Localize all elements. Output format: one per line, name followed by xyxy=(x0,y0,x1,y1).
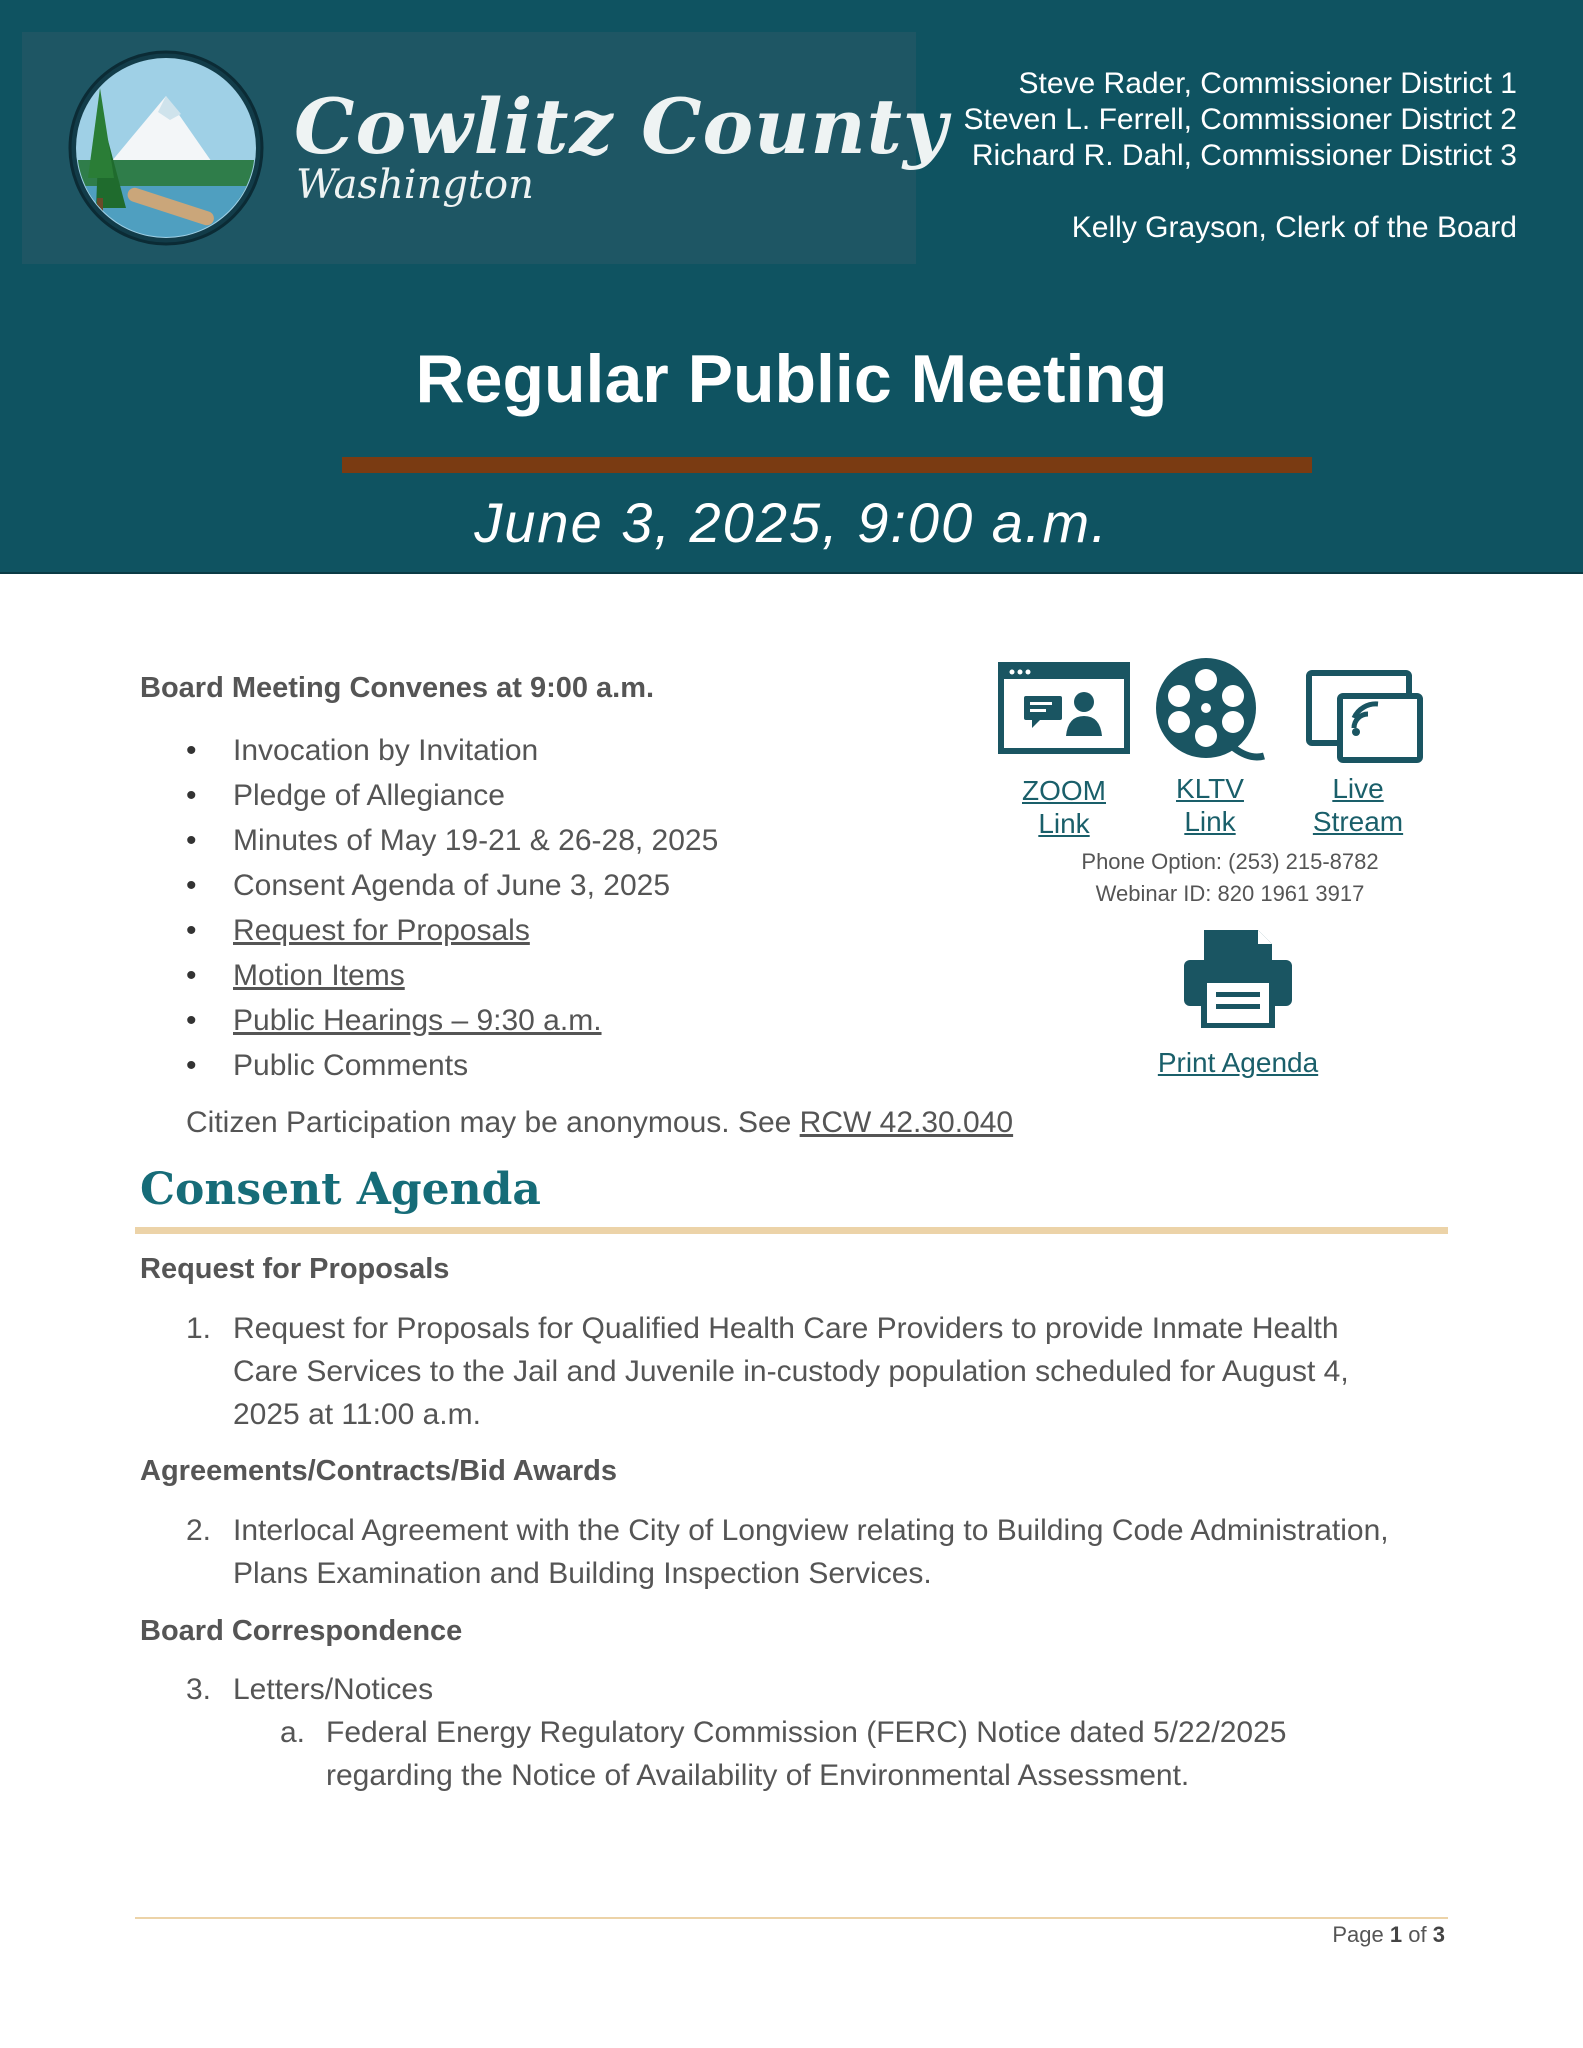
clerk-of-board: Kelly Grayson, Clerk of the Board xyxy=(1071,211,1517,244)
printer-icon[interactable] xyxy=(1182,928,1294,1028)
commissioner-district-2: Steven L. Ferrell, Commissioner District 2 xyxy=(963,103,1517,136)
meeting-date: June 3, 2025, 9:00 a.m. xyxy=(474,491,1109,554)
list-item[interactable] xyxy=(186,957,718,1002)
footer-divider xyxy=(135,1917,1448,1919)
print-agenda-link[interactable]: Print Agenda xyxy=(1157,1047,1319,1078)
list-item: • Invocation by Invitation xyxy=(186,732,718,777)
list-item: • Consent Agenda of June 3, 2025 xyxy=(186,867,718,912)
section-divider xyxy=(135,1227,1448,1234)
kltv-link[interactable]: KLTV Link xyxy=(1176,773,1244,837)
agenda-bullet-list xyxy=(186,732,718,1092)
consent-item-2: 2. Interlocal Agreement with the City of Longview relating to Building Code Administration, Plans Examination and Building Inspection Services. xyxy=(186,1514,1389,1590)
page-number: Page 1 of 3 xyxy=(1332,1922,1445,1947)
webinar-id: Webinar ID: 820 1961 3917 xyxy=(1095,881,1365,906)
film-reel-icon[interactable] xyxy=(1154,656,1266,764)
consent-agenda-title: Consent Agenda xyxy=(140,1164,541,1215)
title-divider xyxy=(342,457,1312,473)
county-logo xyxy=(22,32,949,264)
rcw-link[interactable]: RCW 42.30.040 xyxy=(799,1106,1014,1139)
citizen-participation-note: Citizen Participation may be anonymous. See RCW 42.30.040 xyxy=(186,1106,1014,1139)
commissioner-district-1: Steve Rader, Commissioner District 1 xyxy=(1018,67,1517,100)
commissioner-district-3: Richard R. Dahl, Commissioner District 3 xyxy=(971,139,1517,172)
rfp-heading: Request for Proposals xyxy=(140,1253,450,1285)
zoom-link[interactable]: ZOOM Link xyxy=(1022,775,1106,839)
county-seal-icon xyxy=(66,48,266,248)
list-item[interactable] xyxy=(186,912,718,957)
consent-item-3a: a. Federal Energy Regulatory Commission (FERC) Notice dated 5/22/2025 regarding the Notice of Availability of Environmental Assessment. xyxy=(280,1716,1287,1792)
correspondence-heading: Board Correspondence xyxy=(140,1615,463,1647)
list-item: • Public Comments xyxy=(186,1047,718,1092)
consent-item-3: 3. Letters/Notices xyxy=(186,1673,434,1706)
public-hearings-link[interactable]: Public Hearings – 9:30 a.m. xyxy=(233,1004,602,1037)
meeting-title: Regular Public Meeting xyxy=(415,341,1168,417)
motion-items-link[interactable]: Motion Items xyxy=(233,959,405,992)
phone-option: Phone Option: (253) 215-8782 xyxy=(1081,849,1379,874)
commissioner-list xyxy=(964,66,1517,246)
request-for-proposals-link[interactable]: Request for Proposals xyxy=(233,914,530,947)
consent-item-1: 1. Request for Proposals for Qualified Health Care Providers to provide Inmate Health Care Services to the Jail and Juvenile in-custody population scheduled for August 4, 2025 at 11:00 a.m. xyxy=(186,1312,1349,1431)
zoom-icon[interactable] xyxy=(998,662,1130,754)
header-banner xyxy=(0,0,1583,574)
county-state: Washington xyxy=(296,162,534,208)
list-item: • Pledge of Allegiance xyxy=(186,777,718,822)
live-stream-link[interactable]: Live Stream xyxy=(1312,773,1404,837)
agreements-heading: Agreements/Contracts/Bid Awards xyxy=(140,1455,618,1487)
county-name: Cowlitz County xyxy=(294,82,949,171)
list-item: • Minutes of May 19-21 & 26-28, 2025 xyxy=(186,822,718,867)
live-stream-icon[interactable] xyxy=(1306,670,1426,766)
list-item[interactable] xyxy=(186,1002,718,1047)
convene-heading: Board Meeting Convenes at 9:00 a.m. xyxy=(140,672,655,704)
